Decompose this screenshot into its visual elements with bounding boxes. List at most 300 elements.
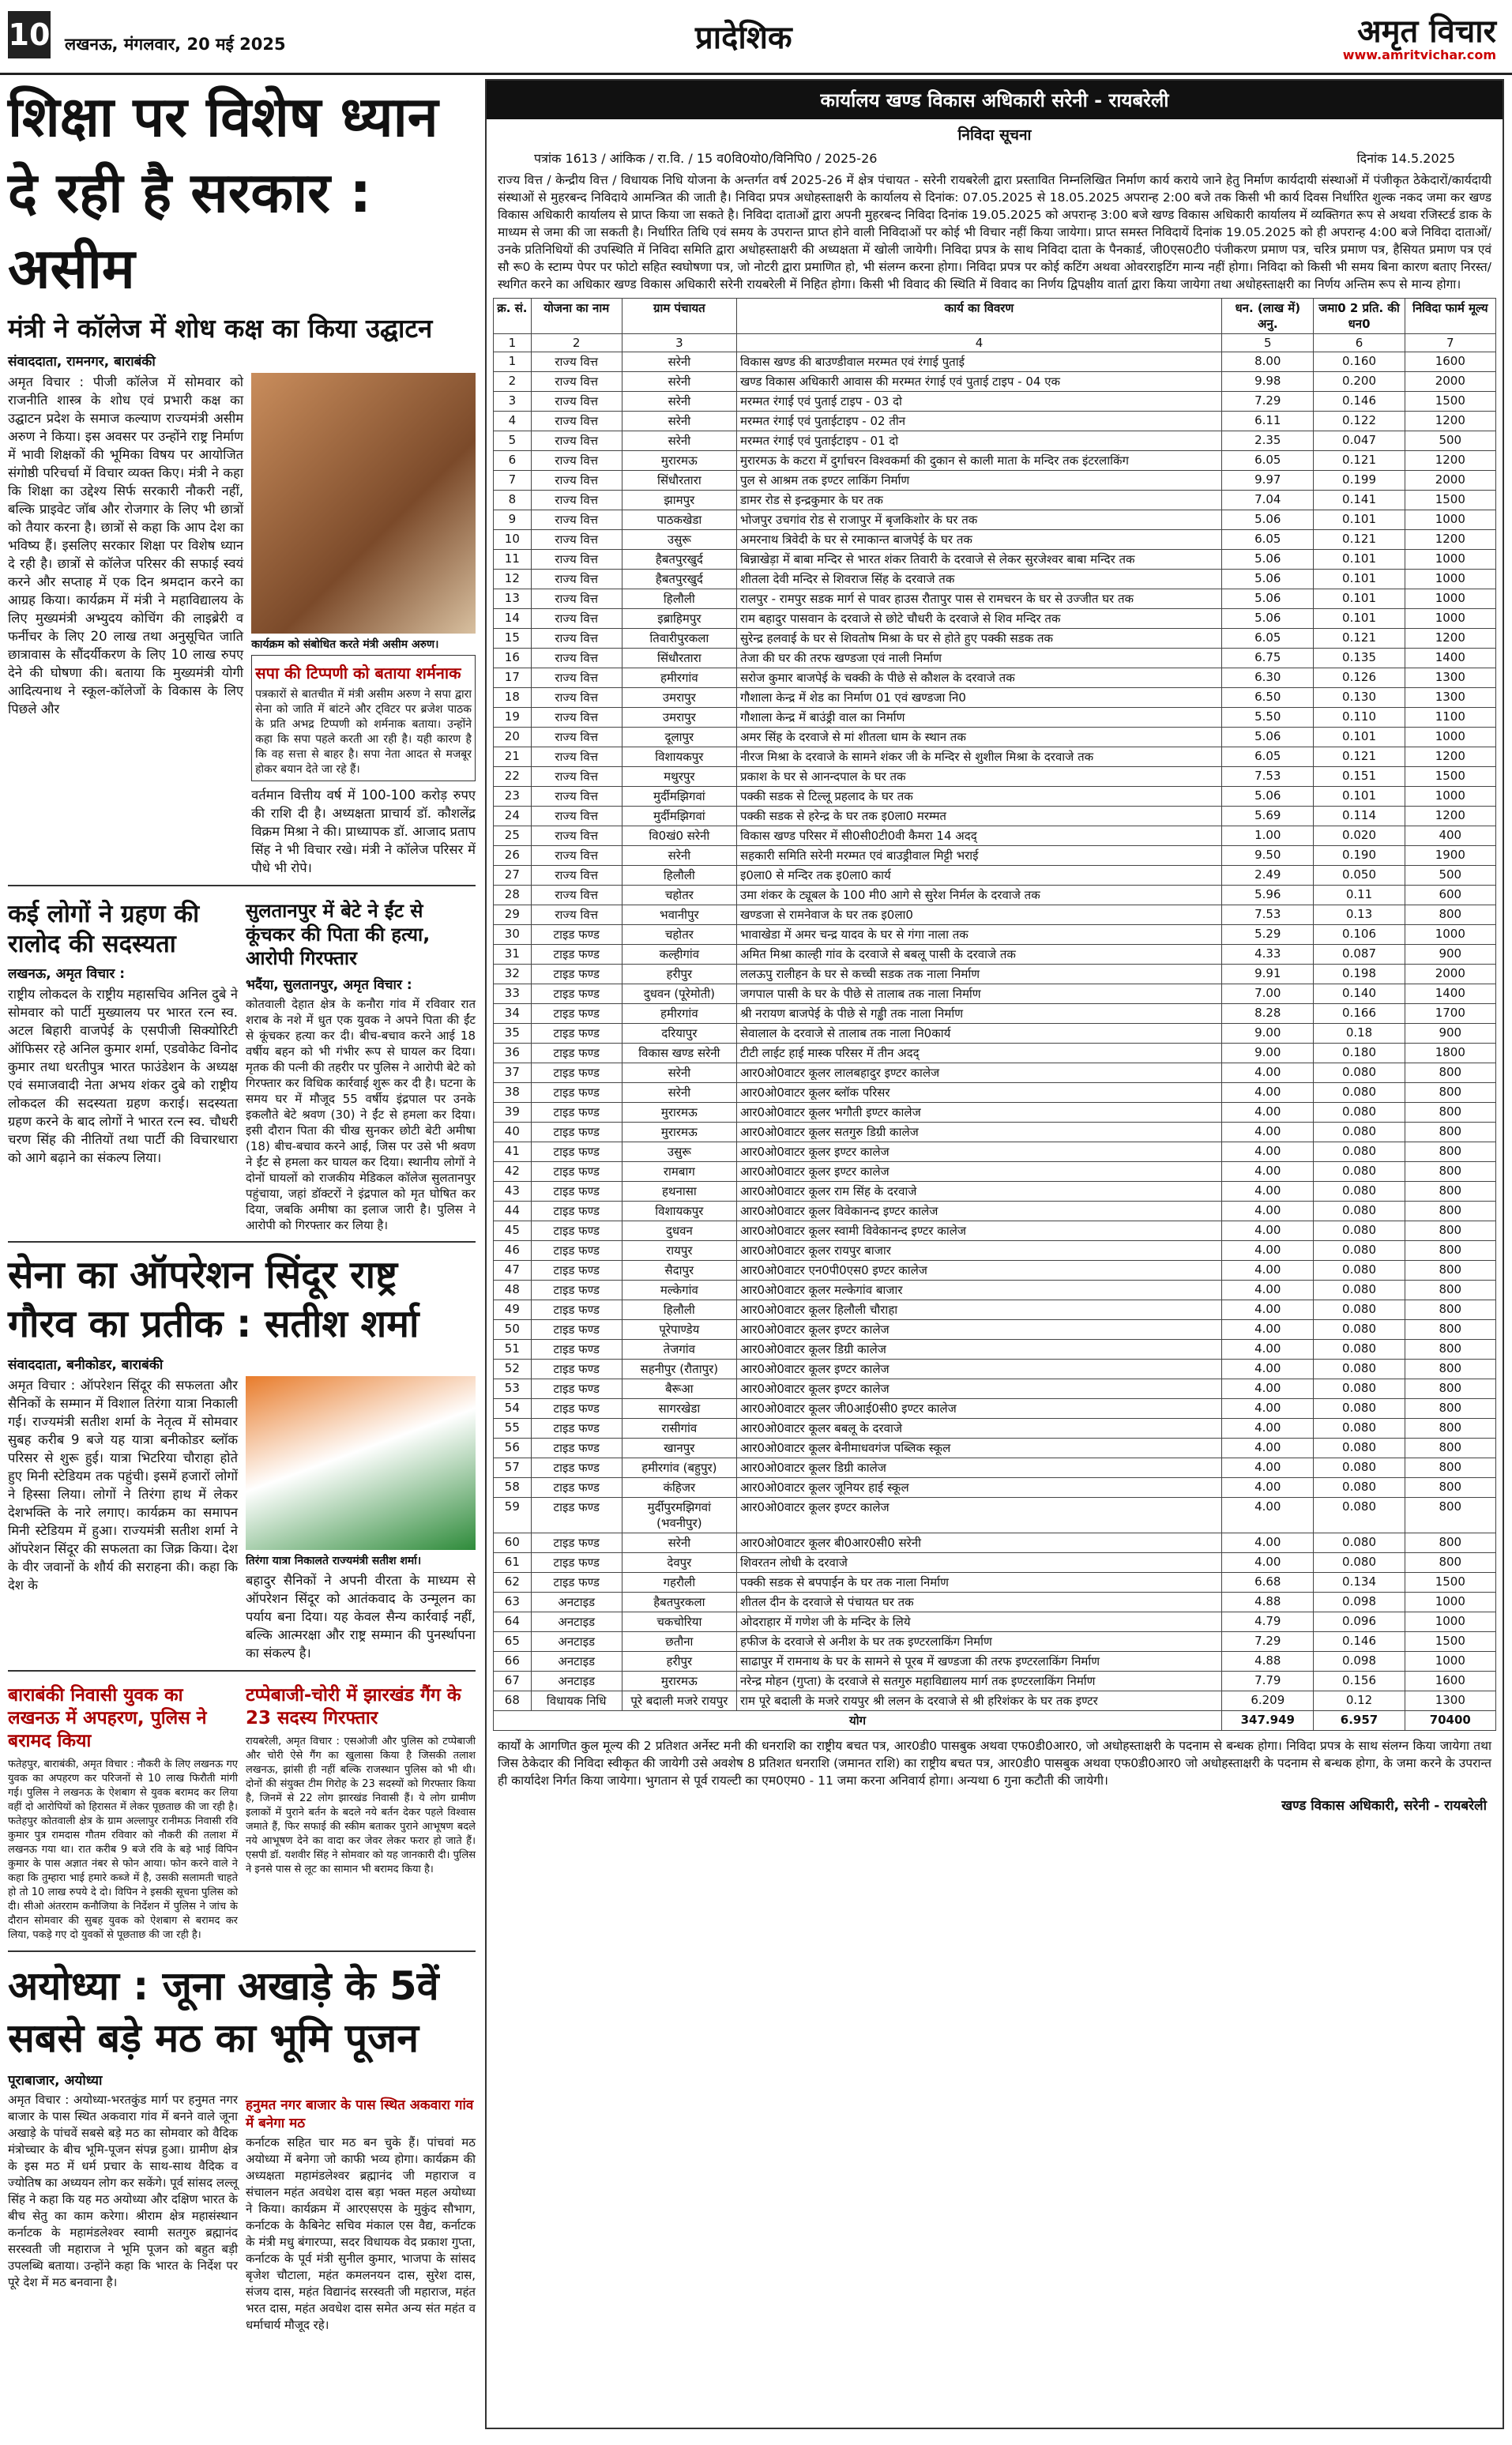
table-cell: 6.05: [1222, 629, 1314, 649]
table-cell: 800: [1405, 1458, 1495, 1478]
table-cell: 1000: [1405, 550, 1495, 570]
table-cell: 0.130: [1314, 688, 1405, 708]
table-cell: 22: [494, 767, 532, 787]
table-cell: टाइड फण्ड: [531, 1458, 622, 1478]
table-cell: 1200: [1405, 747, 1495, 767]
table-cell: शीतला देवी मन्दिर से शिवराज सिंह के दरवाजे तक: [736, 570, 1221, 589]
minister-photo: [251, 373, 476, 634]
table-cell: 4.00: [1222, 1123, 1314, 1142]
table-cell: 800: [1405, 1103, 1495, 1123]
table-row: [494, 1004, 1496, 1024]
table-cell: हथनासा: [622, 1182, 736, 1202]
table-cell: 500: [1405, 866, 1495, 886]
table-cell: 800: [1405, 1202, 1495, 1221]
table-cell: 4.00: [1222, 1241, 1314, 1261]
table-cell: 27: [494, 866, 532, 886]
table-row: [494, 412, 1496, 431]
story6-body: रायबरेली, अमृत विचार : एसओजी और पुलिस को टप्पेबाजी और चोरी ऐसे गैंग का खुलासा किया है जिसकी तलाश लखनऊ, झांसी ही नहीं बल्कि राजस्थान पुलिस को भी थी। दोनों की संयुक्त टीम गिरोह के 23 सदस्यों को गिरफ्तार किया है, जिनमें से 22 लोग झारखंड निवासी हैं। ये लोग ग्रामीण इलाकों में पुराने बर्तन के बदले नये बर्तन देकर पहले विश्वास जमाते हैं, फिर सफाई की स्कीम बताकर पुराने आभूषण बदले नये आभूषण देने का वादा कर जेवर लेकर फरार हो जाते हैं। एसपी डॉ. यशवीर सिंह ने सोमवार को यह जानकारी दी। पुलिस ने इनसे पास से लूट का सामान भी बरामद किया है।: [246, 1736, 476, 1875]
table-row: [494, 688, 1496, 708]
table-cell: 2000: [1405, 965, 1495, 984]
table-cell: 400: [1405, 826, 1495, 846]
table-cell: टाइड फण्ड: [531, 984, 622, 1004]
table-cell: 4.00: [1222, 1419, 1314, 1439]
table-cell: 50: [494, 1320, 532, 1340]
table-cell: 67: [494, 1672, 532, 1691]
table-cell: 800: [1405, 1063, 1495, 1083]
table-cell: 9: [494, 510, 532, 530]
table-cell: हफीज के दरवाजे से अनीश के घर तक इण्टरलाकिंग निर्माण: [736, 1632, 1221, 1652]
table-cell: 0.190: [1314, 846, 1405, 866]
table-cell: हरीपुर: [622, 1652, 736, 1672]
column-number: 4: [736, 334, 1221, 352]
table-cell: 0.114: [1314, 807, 1405, 826]
table-cell: आर0ओ0वाटर कूलर डिग्री कालेज: [736, 1458, 1221, 1478]
total-cell: 70400: [1405, 1711, 1495, 1731]
website-link[interactable]: www.amritvichar.com: [1342, 47, 1496, 62]
table-cell: 5.50: [1222, 708, 1314, 728]
table-cell: 0.050: [1314, 866, 1405, 886]
table-cell: 3: [494, 392, 532, 412]
table-row: [494, 1044, 1496, 1063]
table-row: [494, 1162, 1496, 1182]
table-cell: 25: [494, 826, 532, 846]
table-cell: 4.00: [1222, 1162, 1314, 1182]
table-cell: आर0ओ0वाटर कूलर बी0आर0सी0 सरेनी: [736, 1533, 1221, 1553]
table-cell: टाइड फण्ड: [531, 1004, 622, 1024]
table-cell: मरम्मत रंगाई एवं पुताईटाइप - 02 तीन: [736, 412, 1221, 431]
table-cell: टाइड फण्ड: [531, 1083, 622, 1103]
table-cell: 5.06: [1222, 787, 1314, 807]
table-cell: मुरारमऊ: [622, 1123, 736, 1142]
table-cell: चहोतर: [622, 886, 736, 905]
table-cell: दुधवन: [622, 1221, 736, 1241]
table-cell: राज्य वित्त: [531, 352, 622, 372]
table-cell: 0.080: [1314, 1419, 1405, 1439]
table-cell: अमर सिंह के दरवाजे से मां शीतला धाम के स्थान तक: [736, 728, 1221, 747]
table-cell: 1800: [1405, 1044, 1495, 1063]
table-cell: 0.126: [1314, 668, 1405, 688]
table-cell: कल्हीगांव: [622, 945, 736, 965]
table-cell: ओदराहार में गणेश जी के मन्दिर के लिये: [736, 1612, 1221, 1632]
table-cell: 0.156: [1314, 1672, 1405, 1691]
table-cell: 6.75: [1222, 649, 1314, 668]
table-cell: 10: [494, 530, 532, 550]
sidebar-body: पत्रकारों से बातचीत में मंत्री असीम अरुण ने सपा द्वारा सेना को जाति में बांटने और ट्विटर पर ब्रजेश पाठक के प्रति अभद्र टिप्पणी को शर्मनाक बताया। उन्होंने कहा कि सपा पहले करती आ रही है। यही कारण है कि वह सत्ता से बाहर है। सपा नेता आदत से मजबूर होकर बयान देते जा रहे हैं।: [255, 688, 472, 776]
table-cell: 1500: [1405, 1573, 1495, 1593]
table-cell: राज्य वित्त: [531, 728, 622, 747]
total-row: [494, 1711, 1496, 1731]
table-cell: 1200: [1405, 530, 1495, 550]
table-cell: गौशाला केन्द्र में बाउंड्री वाल का निर्माण: [736, 708, 1221, 728]
table-cell: 1500: [1405, 491, 1495, 510]
table-cell: 4.00: [1222, 1478, 1314, 1498]
table-cell: अमित मिश्रा काल्ही गांव के दरवाजे से बबलू पासी के दरवाजे तक: [736, 945, 1221, 965]
table-cell: 0.110: [1314, 708, 1405, 728]
table-cell: 48: [494, 1281, 532, 1300]
table-cell: 0.122: [1314, 412, 1405, 431]
table-cell: 58: [494, 1478, 532, 1498]
table-row: [494, 1142, 1496, 1162]
table-cell: टाइड फण्ड: [531, 1182, 622, 1202]
table-cell: टाइड फण्ड: [531, 1360, 622, 1379]
table-cell: 0.080: [1314, 1399, 1405, 1419]
table-cell: चकचोरिया: [622, 1612, 736, 1632]
table-cell: 0.080: [1314, 1261, 1405, 1281]
table-cell: दूलापुर: [622, 728, 736, 747]
table-cell: 0.101: [1314, 728, 1405, 747]
table-cell: प्रकाश के घर से आनन्दपाल के घर तक: [736, 767, 1221, 787]
table-row: [494, 1553, 1496, 1573]
column-header: क्र. सं.: [494, 299, 532, 334]
table-cell: पक्की सडक से हरेन्द्र के घर तक इ0ला0 मरम्मत: [736, 807, 1221, 826]
table-cell: आर0ओ0वाटर कूलर इण्टर कालेज: [736, 1360, 1221, 1379]
table-cell: 6.05: [1222, 747, 1314, 767]
table-cell: 5.96: [1222, 886, 1314, 905]
table-cell: 1500: [1405, 1632, 1495, 1652]
table-cell: सैदापुर: [622, 1261, 736, 1281]
table-cell: टाइड फण्ड: [531, 1044, 622, 1063]
masthead: [0, 0, 1512, 75]
table-cell: 0.146: [1314, 392, 1405, 412]
table-cell: सरेनी: [622, 431, 736, 451]
table-cell: 800: [1405, 1221, 1495, 1241]
table-cell: टाइड फण्ड: [531, 1103, 622, 1123]
table-cell: 1000: [1405, 609, 1495, 629]
story7-box: हनुमत नगर बाजार के पास स्थित अकवारा गांव में बनेगा मठ: [246, 2097, 474, 2131]
table-cell: 6.50: [1222, 688, 1314, 708]
lead-body-cont: वर्तमान वित्तीय वर्ष में 100-100 करोड़ रुपए की राशि दी है। अध्यक्षता प्राचार्य डॉ. कौशलेंद्र विक्रम मिश्रा ने की। प्राध्यापक डॉ. आजाद प्रताप सिंह ने भी विचार रखे। मंत्री ने कॉलेज परिसर में पौधे भी रोपे।: [251, 788, 476, 875]
table-cell: 6.209: [1222, 1691, 1314, 1711]
table-cell: 5.06: [1222, 550, 1314, 570]
table-row: [494, 1533, 1496, 1553]
table-row: [494, 1419, 1496, 1439]
table-cell: टाइड फण्ड: [531, 1063, 622, 1083]
table-cell: सरोज कुमार बाजपेई के चक्की के पीछे से कौशल के दरवाजे तक: [736, 668, 1221, 688]
table-cell: टाइड फण्ड: [531, 1340, 622, 1360]
table-cell: 800: [1405, 1498, 1495, 1533]
table-cell: 5.29: [1222, 925, 1314, 945]
table-cell: राम पूरे बदाली के मजरे रायपुर श्री ललन के दरवाजे से श्री हरिशंकर के घर तक इण्टर: [736, 1691, 1221, 1711]
table-row: [494, 1399, 1496, 1419]
table-cell: 1200: [1405, 451, 1495, 471]
table-cell: सहनीपुर (रौतापुर): [622, 1360, 736, 1379]
table-row: [494, 1182, 1496, 1202]
section-title: प्रादेशिक: [695, 20, 792, 56]
table-cell: 800: [1405, 905, 1495, 925]
table-cell: राज्य वित्त: [531, 846, 622, 866]
table-cell: 0.080: [1314, 1458, 1405, 1478]
table-cell: 49: [494, 1300, 532, 1320]
table-cell: 36: [494, 1044, 532, 1063]
table-cell: 0.141: [1314, 491, 1405, 510]
table-cell: 800: [1405, 1083, 1495, 1103]
table-cell: आर0ओ0वाटर कूलर जूनियर हाई स्कूल: [736, 1478, 1221, 1498]
table-cell: मुर्दीपुरमझिगवां (भवनीपुर): [622, 1498, 736, 1533]
table-cell: 9.50: [1222, 846, 1314, 866]
column-number: 7: [1405, 334, 1495, 352]
table-cell: 4.00: [1222, 1083, 1314, 1103]
table-cell: इब्राहिमपुर: [622, 609, 736, 629]
table-cell: 0.13: [1314, 905, 1405, 925]
table-cell: 4.00: [1222, 1300, 1314, 1320]
table-cell: 0.121: [1314, 530, 1405, 550]
table-row: [494, 629, 1496, 649]
table-cell: 0.080: [1314, 1281, 1405, 1300]
table-cell: 900: [1405, 945, 1495, 965]
story5-body: फतेहपुर, बाराबंकी, अमृत विचार : नौकरी के लिए लखनऊ गए युवक का अपहरण कर परिजनों से 10 लाख फिरौती मांगी गई। पुलिस ने लखनऊ के ऐशबाग से युवक बरामद कर लिया वहीं दो आरोपियों को हिरासत में लेकर पूछताछ की जा रही है। फतेहपुर कोतवाली क्षेत्र के ग्राम अल्लापुर रानीमऊ निवासी रवि कुमार पुत्र रामदास गौतम रविवार को नौकरी की तलाश में लखनऊ गया था। रात करीब 9 बजे रवि के बड़े भाई विपिन कुमार के पास अज्ञात नंबर से फोन आया। फोन करने वाले ने कहा कि तुम्हारा भाई हमारे कब्जे में है, उसकी सलामती चाहते हो तो 10 लाख रुपये दे दो। विपिन ने इसकी सूचना पुलिस को दी। सीओ अंतरराम कनौजिया के निर्देशन में पुलिस ने जांच के दौरान सोमवार की सुबह युवक को ऐशबाग से बरामद कर लिया, पकड़े गए दो युवकों से पूछताछ की जा रही है।: [8, 1759, 238, 1941]
table-row: [494, 530, 1496, 550]
table-row: [494, 1691, 1496, 1711]
table-cell: अनटाइड: [531, 1652, 622, 1672]
table-cell: टाइड फण्ड: [531, 1202, 622, 1221]
table-cell: 0.106: [1314, 925, 1405, 945]
table-cell: सिंधौरतारा: [622, 649, 736, 668]
table-row: [494, 984, 1496, 1004]
table-cell: 0.080: [1314, 1182, 1405, 1202]
table-cell: 0.080: [1314, 1379, 1405, 1399]
table-row: [494, 747, 1496, 767]
table-cell: 0.080: [1314, 1221, 1405, 1241]
table-cell: 42: [494, 1162, 532, 1182]
table-row: [494, 491, 1496, 510]
table-cell: सिंधौरतारा: [622, 471, 736, 491]
total-cell: 347.949: [1222, 1711, 1314, 1731]
notice-footer: कार्यों के आगणित कुल मूल्य की 2 प्रतिशत अर्नेस्ट मनी की धनराशि का राष्ट्रीय बचत पत्र, आर0डी0 पासबुक अथवा एफ0डी0आर0, जो अधोहस्ताक्षरी के पदनाम से बन्धक होगा। निविदा प्रपत्र के साथ संलग्न किया जायेगा तथा जिस ठेकेदार की निविदा स्वीकृत की जायेगी उसे अवशेष 8 प्रतिशत धनराशि (जमानत राशि) का राष्ट्रीय बचत पत्र, आर0डी0 पासबुक अथवा एफ0डी0आर0 जो अधोहस्ताक्षरी के पदनाम से बन्धक होगा, के जमा करने के उपरान्त ही कार्यादेश निर्गत किया जायेगा। भुगतान से पूर्व रायल्टी का एम0एम0 - 11 जमा करना अनिवार्य होगा। अन्यथा 6 गुना कटौती की जायेगी।: [498, 1739, 1491, 1788]
table-row: [494, 352, 1496, 372]
sidebar-box: [251, 655, 476, 781]
table-cell: राज्य वित्त: [531, 787, 622, 807]
table-cell: 6.68: [1222, 1573, 1314, 1593]
table-cell: आर0ओ0वाटर कूलर स्वामी विवेकानन्द इण्टर कालेज: [736, 1221, 1221, 1241]
table-cell: 0.101: [1314, 510, 1405, 530]
table-cell: 40: [494, 1123, 532, 1142]
table-cell: पूरेपाण्डेय: [622, 1320, 736, 1340]
column-header: ग्राम पंचायत: [622, 299, 736, 334]
table-cell: मुर्दीमझिगवां: [622, 807, 736, 826]
table-cell: 0.121: [1314, 451, 1405, 471]
table-cell: 1400: [1405, 649, 1495, 668]
table-cell: 0.101: [1314, 589, 1405, 609]
table-cell: अनटाइड: [531, 1632, 622, 1652]
table-cell: 900: [1405, 1024, 1495, 1044]
table-cell: टाइड फण्ड: [531, 1533, 622, 1553]
table-cell: ललऊपु रालीहन के घर से कच्ची सडक तक नाला निर्माण: [736, 965, 1221, 984]
table-cell: 1000: [1405, 510, 1495, 530]
table-cell: 9.00: [1222, 1044, 1314, 1063]
table-cell: 0.080: [1314, 1300, 1405, 1320]
story5-headline: बाराबंकी निवासी युवक का लखनऊ में अपहरण, पुलिस ने बरामद किया: [8, 1685, 207, 1751]
table-cell: टाइड फण्ड: [531, 1123, 622, 1142]
notice-signature: खण्ड विकास अधिकारी, सरेनी - रायबरेली: [1281, 1798, 1487, 1814]
table-cell: राज्य वित्त: [531, 510, 622, 530]
table-cell: 0.121: [1314, 629, 1405, 649]
sidebar-headline: सपा की टिप्पणी को बताया शर्मनाक: [255, 664, 461, 683]
table-row: [494, 1063, 1496, 1083]
table-row: [494, 668, 1496, 688]
table-cell: 20: [494, 728, 532, 747]
table-cell: रामबाग: [622, 1162, 736, 1182]
table-cell: 600: [1405, 886, 1495, 905]
table-cell: 61: [494, 1553, 532, 1573]
table-cell: 4.00: [1222, 1103, 1314, 1123]
table-cell: 7.53: [1222, 767, 1314, 787]
table-cell: 2: [494, 372, 532, 392]
table-cell: 5.06: [1222, 589, 1314, 609]
table-row: [494, 1379, 1496, 1399]
table-cell: 35: [494, 1024, 532, 1044]
table-row: [494, 1241, 1496, 1261]
table-cell: टाइड फण्ड: [531, 1221, 622, 1241]
table-cell: 7.53: [1222, 905, 1314, 925]
table-cell: 4.88: [1222, 1593, 1314, 1612]
table-cell: 800: [1405, 1162, 1495, 1182]
table-cell: हरीपुर: [622, 965, 736, 984]
table-cell: 0.080: [1314, 1340, 1405, 1360]
table-cell: सुरेन्द्र हलवाई के घर से शिवतोष मिश्रा के घर से होते हुए पक्की सडक तक: [736, 629, 1221, 649]
table-cell: 55: [494, 1419, 532, 1439]
table-cell: तेजा की घर की तरफ खण्डजा एवं नाली निर्माण: [736, 649, 1221, 668]
table-cell: आर0ओ0वाटर कूलर इण्टर कालेज: [736, 1379, 1221, 1399]
table-row: [494, 1202, 1496, 1221]
story3-body: कोतवाली देहात क्षेत्र के कनौरा गांव में रविवार रात शराब के नशे में धुत एक युवक ने अपने पिता की ईंट से कूंचकर हत्या कर दी। बीच-बचाव करने आई 18 वर्षीय बहन को भी गंभीर रूप से घायल कर दिया। मृतक की पत्नी की तहरीर पर पुलिस ने आरोपी बेटे को गिरफ्तार कर विधिक कार्रवाई शुरू कर दी है। घटना के समय घर में मौजूद 55 वर्षीय इंद्रपाल पर उनके इकलौते बेटे श्रवण (30) ने ईंट से हमला कर दिया। इसी दौरान पिता की चीख सुनकर छोटी बेटी अमीषा (18) बीच-बचाव करने आई, जिस पर उसे भी श्रवण ने ईंट से हमला कर घायल कर दिया। स्थानीय लोगों ने दोनों घायलों को राजकीय मेडिकल कॉलेज सुलतानपुर पहुंचाया, जहां डॉक्टरों ने इंद्रपाल को मृत घोषित कर दिया, जबकि अमीषा का इलाज जारी है। पुलिस ने आरोपी को गिरफ्तार कर लिया है।: [246, 997, 476, 1232]
table-row: [494, 1024, 1496, 1044]
table-row: [494, 1498, 1496, 1533]
table-cell: राज्य वित्त: [531, 451, 622, 471]
table-cell: 0.121: [1314, 747, 1405, 767]
table-cell: 1600: [1405, 1672, 1495, 1691]
table-cell: 4.00: [1222, 1142, 1314, 1162]
table-cell: टाइड फण्ड: [531, 1553, 622, 1573]
table-cell: हिलौली: [622, 1300, 736, 1320]
table-cell: आर0ओ0वाटर कूलर इण्टर कालेज: [736, 1142, 1221, 1162]
table-cell: हैबतपुरखुर्द: [622, 570, 736, 589]
table-cell: आर0ओ0वाटर कूलर रायपुर बाजार: [736, 1241, 1221, 1261]
column-number: 3: [622, 334, 736, 352]
table-cell: 800: [1405, 1281, 1495, 1300]
table-cell: टाइड फण्ड: [531, 1498, 622, 1533]
story2-byline: लखनऊ, अमृत विचार :: [8, 966, 126, 982]
table-cell: 9.91: [1222, 965, 1314, 984]
table-cell: 0.080: [1314, 1202, 1405, 1221]
table-cell: 800: [1405, 1142, 1495, 1162]
table-cell: पक्की सडक से टिल्लू प्रहलाद के घर तक: [736, 787, 1221, 807]
table-cell: 66: [494, 1652, 532, 1672]
table-cell: चहोतर: [622, 925, 736, 945]
table-cell: 6.05: [1222, 451, 1314, 471]
table-cell: 4.00: [1222, 1553, 1314, 1573]
table-cell: 1700: [1405, 1004, 1495, 1024]
table-cell: 38: [494, 1083, 532, 1103]
story7-body-cont: कर्नाटक सहित चार मठ बन चुके हैं। पांचवां मठ अयोध्या में बनेगा जो काफी भव्य होगा। कार्यक्रम की अध्यक्षता महामंडलेश्वर ब्रह्मानंद जी महाराज व संचालन महंत अवधेश दास बड़ा भक्त महल अयोध्या ने किया। कार्यक्रम में आरएसएस के मुकुंद सौभाग, कर्नाटक के कैबिनेट सचिव मंकाल एस वैद्य, कर्नाटक के मंत्री मधु बंगारप्पा, सदर विधायक वेद प्रकाश गुप्ता, कर्नाटक के पूर्व मंत्री सुनील कुमार, भाजपा के सांसद बृजेश चौटाला, महंत कमलनयन दास, सुरेश दास, संजय दास, महंत विद्यानंद सरस्वती जी महाराज, महंत भरत दास, महंत अवधेश दास समेत अन्य संत महंत व धर्माचार्य मौजूद रहे।: [246, 2135, 476, 2332]
table-row: [494, 392, 1496, 412]
table-cell: राज्य वित्त: [531, 530, 622, 550]
table-cell: पक्की सडक से बपपाईन के घर तक नाला निर्माण: [736, 1573, 1221, 1593]
notice-date: दिनांक 14.5.2025: [1356, 151, 1455, 166]
table-cell: 0.18: [1314, 1024, 1405, 1044]
table-cell: 31: [494, 945, 532, 965]
table-cell: 51: [494, 1340, 532, 1360]
table-cell: 63: [494, 1593, 532, 1612]
table-cell: 1000: [1405, 728, 1495, 747]
table-cell: 0.180: [1314, 1044, 1405, 1063]
story7-body: अमृत विचार : अयोध्या-भरतकुंड मार्ग पर हनुमत नगर बाजार के पास स्थित अकवारा गांव में बनने वाले जूना अखाड़े के पांचवें सबसे बड़े मठ का सोमवार को वैदिक मंत्रोच्चार के बीच भूमि-पूजन संपन्न हुआ। ग्रामीण क्षेत्र के इस मठ में धर्म प्रचार के साथ-साथ वैदिक व ज्योतिष का अध्ययन लोग कर सकेंगे। पूर्व सांसद लल्लू सिंह ने कहा कि यह मठ अयोध्या और दक्षिण भारत के बीच सेतु का काम करेगा। श्रीराम क्षेत्र महासंस्थान कर्नाटक के महामंडलेश्वर स्वामी सतगुरु ब्रह्मानंद सरस्वती जी महाराज ने भूमि पूजन को बहुत बड़ी उपलब्धि बताया। उन्होंने कहा कि भारत के निर्देश पर पूरे देश में मठ बनवाना है।: [8, 2093, 238, 2289]
table-cell: राज्य वित्त: [531, 649, 622, 668]
column-header: जमा0 2 प्रति. की धन0: [1314, 299, 1405, 334]
table-cell: 4.00: [1222, 1458, 1314, 1478]
lead-photo-caption: कार्यक्रम को संबोधित करते मंत्री असीम अरुण।: [251, 638, 439, 651]
table-cell: रासीगांव: [622, 1419, 736, 1439]
table-cell: 18: [494, 688, 532, 708]
table-cell: 2000: [1405, 372, 1495, 392]
table-cell: 1000: [1405, 925, 1495, 945]
table-cell: 5: [494, 431, 532, 451]
news-column: [8, 79, 476, 2334]
table-cell: 64: [494, 1612, 532, 1632]
table-cell: 0.080: [1314, 1162, 1405, 1182]
table-cell: टाइड फण्ड: [531, 1281, 622, 1300]
total-cell: 6.957: [1314, 1711, 1405, 1731]
table-row: [494, 1652, 1496, 1672]
table-cell: 8: [494, 491, 532, 510]
table-cell: गौशाला केन्द्र में शेड का निर्माण 01 एवं खण्डजा नि0: [736, 688, 1221, 708]
table-cell: झामपुर: [622, 491, 736, 510]
table-cell: आर0ओ0वाटर कूलर राम सिंह के दरवाजे: [736, 1182, 1221, 1202]
table-cell: राज्य वित्त: [531, 747, 622, 767]
table-cell: जगपाल पासी के घर के पीछे से तालाब तक नाला निर्माण: [736, 984, 1221, 1004]
table-cell: 4: [494, 412, 532, 431]
table-cell: 0.135: [1314, 649, 1405, 668]
table-cell: 5.06: [1222, 728, 1314, 747]
table-cell: 0.047: [1314, 431, 1405, 451]
table-row: [494, 905, 1496, 925]
table-cell: 800: [1405, 1379, 1495, 1399]
table-cell: 6.05: [1222, 530, 1314, 550]
table-row: [494, 1632, 1496, 1652]
table-cell: आर0ओ0वाटर कूलर इण्टर कालेज: [736, 1498, 1221, 1533]
table-cell: 43: [494, 1182, 532, 1202]
table-cell: टाइड फण्ड: [531, 1261, 622, 1281]
lead-byline: संवाददाता, रामनगर, बाराबंकी: [8, 354, 156, 370]
table-cell: सरेनी: [622, 1063, 736, 1083]
table-cell: 15: [494, 629, 532, 649]
table-cell: 4.00: [1222, 1221, 1314, 1241]
table-cell: राज्य वित्त: [531, 767, 622, 787]
table-cell: 4.00: [1222, 1320, 1314, 1340]
table-cell: खानपुर: [622, 1439, 736, 1458]
table-cell: 800: [1405, 1261, 1495, 1281]
table-cell: 7.04: [1222, 491, 1314, 510]
table-cell: उमरापुर: [622, 708, 736, 728]
table-cell: 0.080: [1314, 1439, 1405, 1458]
table-row: [494, 372, 1496, 392]
lead-subheadline: मंत्री ने कॉलेज में शोध कक्ष का किया उद्घाटन: [8, 313, 433, 344]
table-cell: खण्ड विकास अधिकारी आवास की मरम्मत रंगाई एवं पुताई टाइप - 04 एक: [736, 372, 1221, 392]
table-cell: राज्य वित्त: [531, 471, 622, 491]
table-cell: 800: [1405, 1478, 1495, 1498]
table-cell: 0.080: [1314, 1123, 1405, 1142]
table-cell: 1300: [1405, 668, 1495, 688]
table-cell: 800: [1405, 1241, 1495, 1261]
table-cell: 0.101: [1314, 570, 1405, 589]
story4-caption: तिरंगा यात्रा निकालते राज्यमंत्री सतीश शर्मा।: [246, 1555, 422, 1567]
table-row: [494, 866, 1496, 886]
table-row: [494, 1612, 1496, 1632]
table-cell: 0.200: [1314, 372, 1405, 392]
table-cell: उसुरू: [622, 1142, 736, 1162]
table-cell: अनटाइड: [531, 1593, 622, 1612]
table-cell: हिलौली: [622, 866, 736, 886]
table-cell: 800: [1405, 1533, 1495, 1553]
